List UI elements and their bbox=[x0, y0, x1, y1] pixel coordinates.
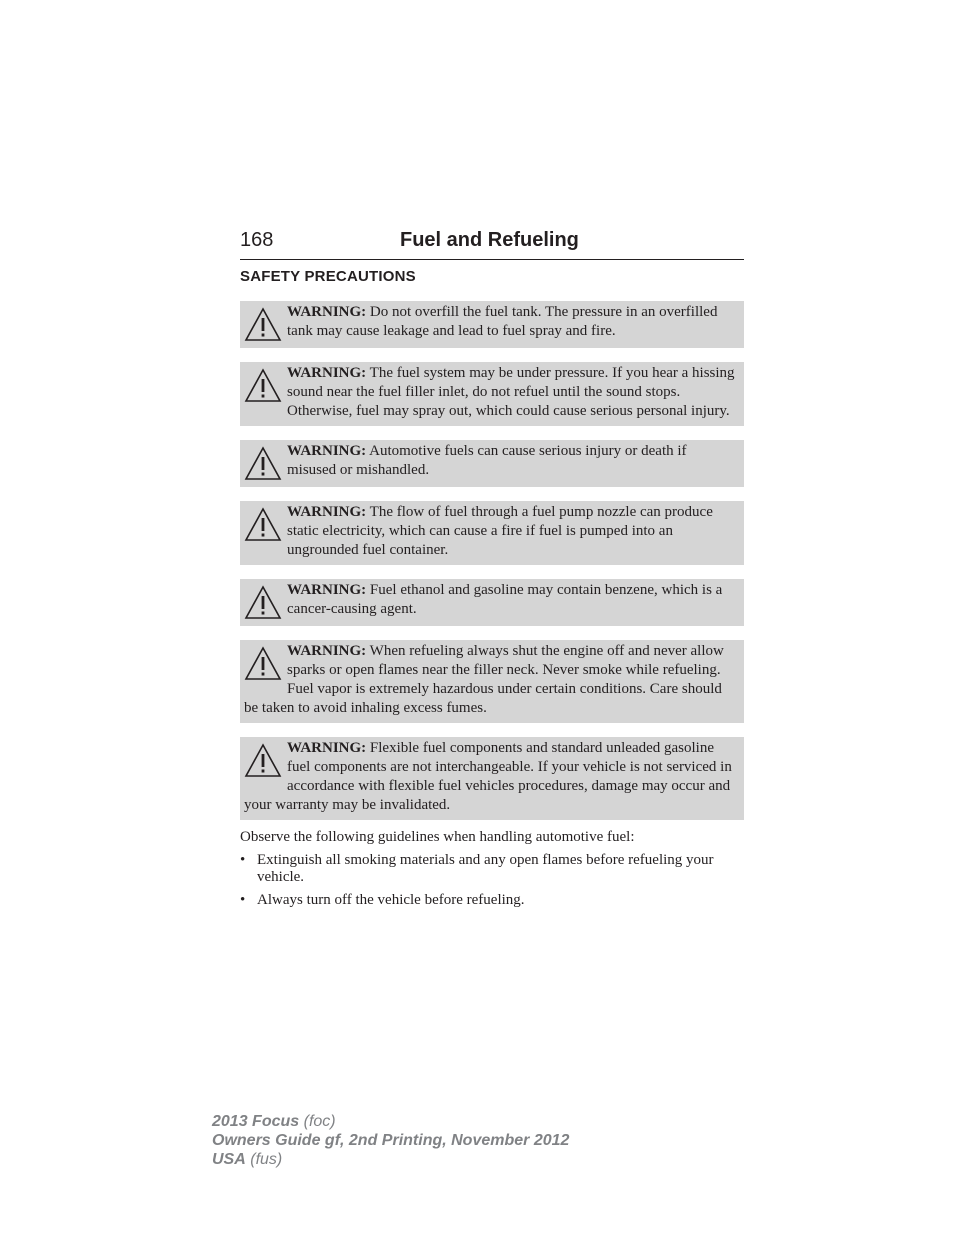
warning-box bbox=[240, 362, 744, 426]
warning-label: WARNING: bbox=[287, 643, 367, 659]
footer-line-1 bbox=[212, 1112, 569, 1131]
warning-text: Flexible fuel components and standard unleaded gasoline fuel components are not interchangeable. If your vehicle is not serviced in accordance with flexible fuel vehicles procedures, damage may occur and your warranty may be invalidated. bbox=[244, 740, 732, 813]
warning-text: Do not overfill the fuel tank. The pressure in an overfilled tank may cause leakage and lead to fuel spray and fire. bbox=[287, 304, 718, 339]
warning-triangle-icon bbox=[244, 446, 282, 482]
page-footer bbox=[212, 1112, 569, 1169]
warning-label: WARNING: bbox=[287, 504, 367, 520]
page-header bbox=[240, 229, 744, 260]
warnings-list bbox=[240, 301, 744, 834]
guidelines-list bbox=[240, 852, 744, 909]
list-item-text: Extinguish all smoking materials and any open flames before refueling your vehicle. bbox=[257, 852, 714, 885]
warning-label: WARNING: bbox=[287, 365, 367, 381]
footer-model-code: (foc) bbox=[303, 1113, 336, 1130]
chapter-title: Fuel and Refueling bbox=[400, 229, 579, 251]
warning-text: The flow of fuel through a fuel pump nozzle can produce static electricity, which can cause a fire if fuel is pumped into an ungrounded fuel container. bbox=[287, 504, 713, 558]
warning-box bbox=[240, 440, 744, 487]
warning-triangle-icon bbox=[244, 368, 282, 404]
footer-market: USA bbox=[212, 1151, 246, 1168]
warning-triangle-icon bbox=[244, 585, 282, 621]
guidelines-section bbox=[240, 829, 744, 915]
bullet-icon: • bbox=[240, 852, 246, 868]
footer-market-code: (fus) bbox=[250, 1151, 283, 1168]
warning-box bbox=[240, 640, 744, 723]
warning-label: WARNING: bbox=[287, 740, 367, 756]
warning-triangle-icon bbox=[244, 646, 282, 682]
warning-triangle-icon bbox=[244, 743, 282, 779]
warning-box bbox=[240, 301, 744, 348]
warning-label: WARNING: bbox=[287, 582, 367, 598]
warning-box bbox=[240, 501, 744, 565]
list-item bbox=[240, 892, 744, 909]
warning-text: Automotive fuels can cause serious injury or death if misused or mishandled. bbox=[287, 443, 687, 478]
warning-triangle-icon bbox=[244, 307, 282, 343]
warning-label: WARNING: bbox=[287, 304, 367, 320]
warning-box bbox=[240, 579, 744, 626]
list-item bbox=[240, 852, 744, 886]
warning-text: When refueling always shut the engine off and never allow sparks or open flames near the filler neck. Never smoke while refueling. Fuel vapor is extremely hazardous under certain conditions. Care should be taken to avoid inhaling excess fumes. bbox=[244, 643, 724, 716]
bullet-icon: • bbox=[240, 892, 246, 908]
section-heading: SAFETY PRECAUTIONS bbox=[240, 268, 416, 285]
warning-text: The fuel system may be under pressure. If you hear a hissing sound near the fuel filler inlet, do not refuel until the sound stops. Otherwise, fuel may spray out, which could cause serious personal injury. bbox=[287, 365, 735, 419]
page-number: 168 bbox=[240, 229, 274, 251]
footer-line-3 bbox=[212, 1150, 569, 1169]
footer-line-2: Owners Guide gf, 2nd Printing, November 2012 bbox=[212, 1132, 570, 1149]
list-item-text: Always turn off the vehicle before refueling. bbox=[257, 892, 525, 908]
warning-triangle-icon bbox=[244, 507, 282, 543]
warning-box bbox=[240, 737, 744, 820]
warning-label: WARNING: bbox=[287, 443, 367, 459]
warning-text: Fuel ethanol and gasoline may contain benzene, which is a cancer-causing agent. bbox=[287, 582, 723, 617]
footer-model: 2013 Focus bbox=[212, 1113, 300, 1130]
guidelines-intro: Observe the following guidelines when handling automotive fuel: bbox=[240, 829, 635, 845]
